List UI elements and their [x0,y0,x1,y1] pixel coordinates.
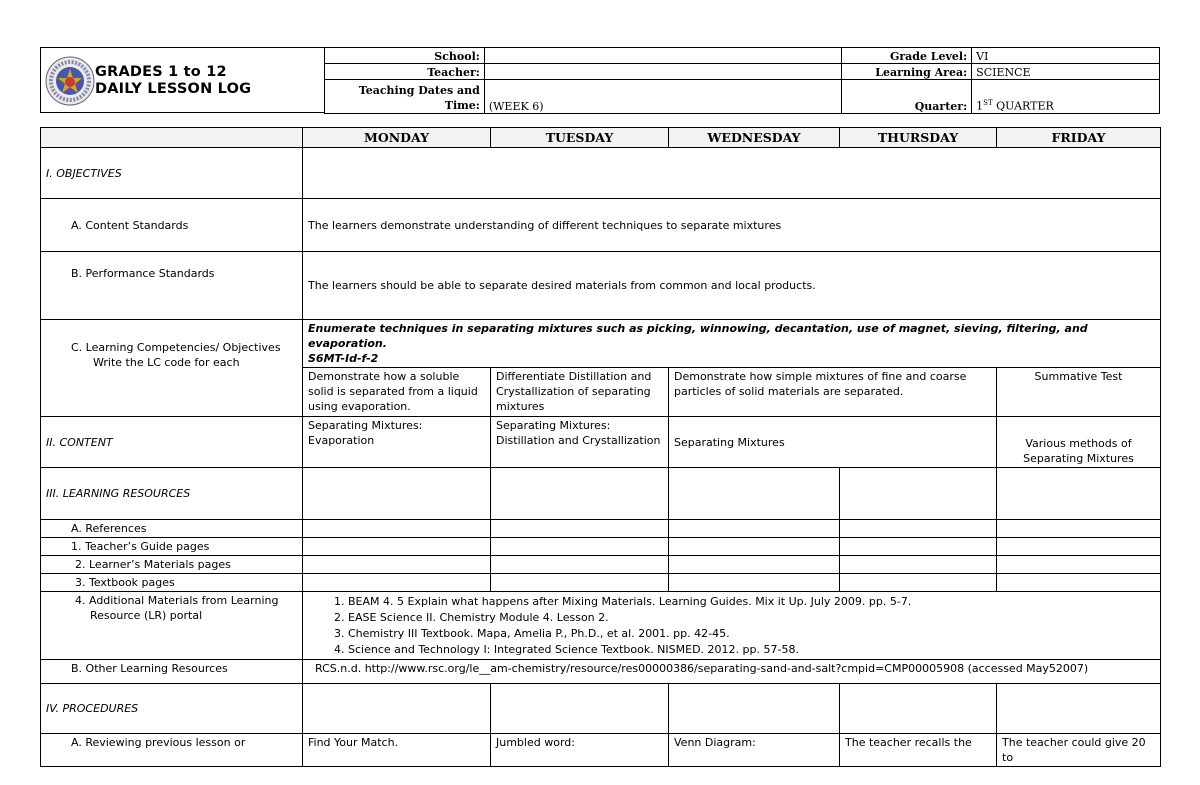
lm-tuesday[interactable] [491,556,669,574]
header-info-table [324,47,1160,114]
day-header-tuesday: TUESDAY [491,128,669,148]
competency-tuesday[interactable]: Differentiate Distillation and Crystallization of separating mixtures [491,368,669,417]
procedures-heading: IV. PROCEDURES [41,684,303,734]
resources-friday[interactable] [997,468,1161,520]
lm-monday[interactable] [303,556,491,574]
additional-materials-list[interactable] [303,592,1161,660]
resource-item: 3. Chemistry III Textbook. Mapa, Amelia P., Ph.D., et al. 2001. pp. 42-45. [348,626,1155,642]
quarter-field[interactable]: 1ST QUARTER [972,80,1160,114]
header-title-box [40,47,325,113]
lesson-log-table [40,127,1161,767]
learning-area-label: Learning Area: [842,64,972,80]
teacher-label: Teacher: [325,64,485,80]
additional-materials-label: 4. Additional Materials from Learning Resource (LR) portal [41,592,303,660]
content-heading: II. CONTENT [41,417,303,468]
deped-seal-icon [45,56,95,106]
resources-wednesday[interactable] [669,468,840,520]
day-header-blank [41,128,303,148]
resource-item: 4. Science and Technology I: Integrated Science Textbook. NISMED. 2012. pp. 57-58. [348,642,1155,658]
reviewing-lesson-label: A. Reviewing previous lesson or [41,734,303,767]
tb-friday[interactable] [997,574,1161,592]
tb-monday[interactable] [303,574,491,592]
day-header-friday: FRIDAY [997,128,1161,148]
day-header-row [41,128,1161,148]
references-thursday[interactable] [840,520,997,538]
content-monday[interactable]: Separating Mixtures: Evaporation [303,417,491,468]
quarter-label: Quarter: [842,80,972,114]
learning-competency-main[interactable]: Enumerate techniques in separating mixtures such as picking, winnowing, decantation, use of magnet, sieving, filtering, and evaporation. S6MT-Id-f-2 [303,320,1161,368]
learning-resources-heading: III. LEARNING RESOURCES [41,468,303,520]
references-wednesday[interactable] [669,520,840,538]
content-standards-label: A. Content Standards [41,199,303,252]
other-resources-link[interactable]: RCS.n.d. http://www.rsc.org/le__am-chemistry/resource/res00000386/separating-sand-and-salt?cmpid=CMP00005908 (accessed May52007) [303,660,1161,684]
tb-thursday[interactable] [840,574,997,592]
learners-materials-label: 2. Learner’s Materials pages [41,556,303,574]
page-title: GRADES 1 to 12 DAILY LESSON LOG [95,64,252,97]
resources-tuesday[interactable] [491,468,669,520]
references-friday[interactable] [997,520,1161,538]
learning-area-field[interactable]: SCIENCE [972,64,1160,80]
resources-thursday[interactable] [840,468,997,520]
procedures-tuesday[interactable] [491,684,669,734]
resource-item: 2. EASE Science II. Chemistry Module 4. Lesson 2. [348,610,1155,626]
tg-wednesday[interactable] [669,538,840,556]
day-header-monday: MONDAY [303,128,491,148]
review-monday[interactable]: Find Your Match. [303,734,491,767]
references-monday[interactable] [303,520,491,538]
content-tuesday[interactable]: Separating Mixtures: Distillation and Crystallization [491,417,669,468]
objectives-heading: I. OBJECTIVES [41,148,303,199]
teaching-dates-label: Teaching Dates and Time: [325,80,485,114]
review-thursday[interactable]: The teacher recalls the [840,734,997,767]
resources-monday[interactable] [303,468,491,520]
day-header-thursday: THURSDAY [840,128,997,148]
tg-friday[interactable] [997,538,1161,556]
teaching-dates-field[interactable]: (WEEK 6) [484,80,841,114]
day-header-wednesday: WEDNESDAY [669,128,840,148]
content-friday[interactable]: Various methods of Separating Mixtures [997,417,1161,468]
content-wed-thu[interactable]: Separating Mixtures [669,417,997,468]
teachers-guide-label: 1. Teacher’s Guide pages [41,538,303,556]
procedures-friday[interactable] [997,684,1161,734]
review-wednesday[interactable]: Venn Diagram: [669,734,840,767]
review-friday[interactable]: The teacher could give 20 to [997,734,1161,767]
tb-tuesday[interactable] [491,574,669,592]
resource-item: 1. BEAM 4. 5 Explain what happens after Mixing Materials. Learning Guides. Mix it Up. July 2009. pp. 5-7. [348,594,1155,610]
teacher-field[interactable] [484,64,841,80]
grade-level-field[interactable]: VI [972,48,1160,64]
references-tuesday[interactable] [491,520,669,538]
performance-standards-text[interactable]: The learners should be able to separate desired materials from common and local products. [303,252,1161,320]
tb-wednesday[interactable] [669,574,840,592]
tg-tuesday[interactable] [491,538,669,556]
performance-standards-label: B. Performance Standards [41,252,303,320]
other-resources-label: B. Other Learning Resources [41,660,303,684]
content-standards-text[interactable]: The learners demonstrate understanding of different techniques to separate mixtures [303,199,1161,252]
competency-wed-thu[interactable]: Demonstrate how simple mixtures of fine and coarse particles of solid materials are separated. [669,368,997,417]
objectives-cell[interactable] [303,148,1161,199]
procedures-wednesday[interactable] [669,684,840,734]
tg-monday[interactable] [303,538,491,556]
procedures-thursday[interactable] [840,684,997,734]
review-tuesday[interactable]: Jumbled word: [491,734,669,767]
competency-friday[interactable]: Summative Test [997,368,1161,417]
tg-thursday[interactable] [840,538,997,556]
lm-friday[interactable] [997,556,1161,574]
procedures-monday[interactable] [303,684,491,734]
school-field[interactable] [484,48,841,64]
textbook-pages-label: 3. Textbook pages [41,574,303,592]
grade-level-label: Grade Level: [842,48,972,64]
lm-wednesday[interactable] [669,556,840,574]
school-label: School: [325,48,485,64]
competency-monday[interactable]: Demonstrate how a soluble solid is separated from a liquid using evaporation. [303,368,491,417]
learning-competencies-label: C. Learning Competencies/ Objectives Write the LC code for each [41,320,303,417]
references-label: A. References [41,520,303,538]
lm-thursday[interactable] [840,556,997,574]
